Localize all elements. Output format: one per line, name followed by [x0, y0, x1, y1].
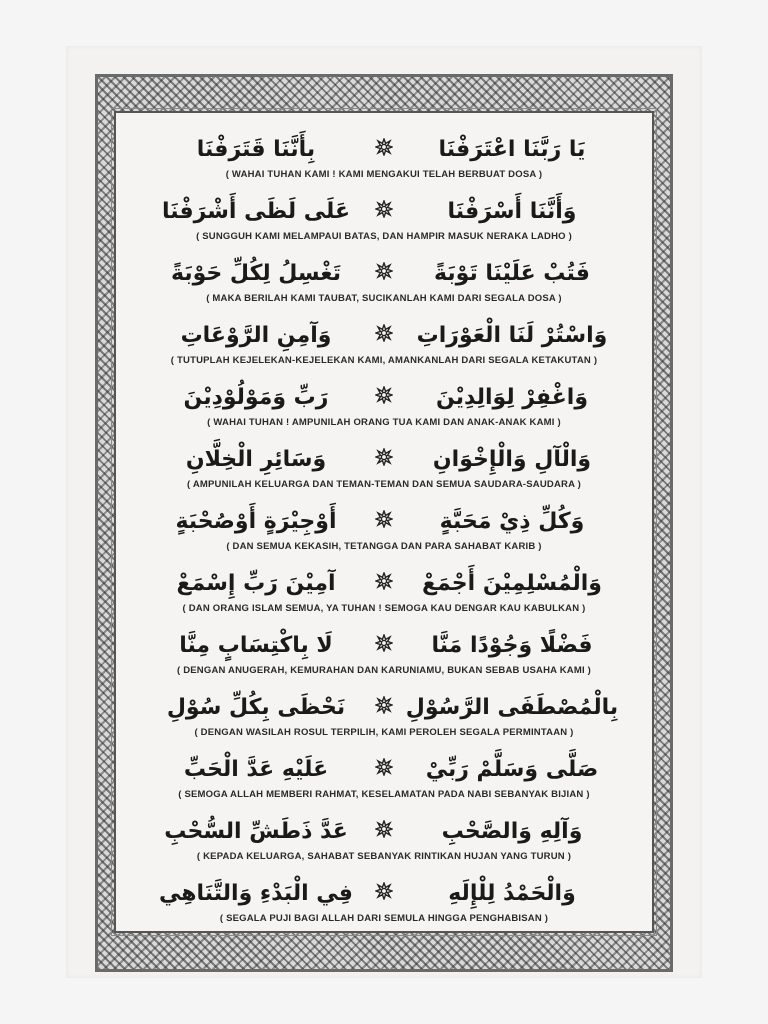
verse-arabic-line — [114, 565, 654, 601]
verse-first-hemistich: وَكُلِّ ذِيْ مَحَبَّةٍ — [439, 508, 585, 534]
verse-translation: ( SEMOGA ALLAH MEMBERI RAHMAT, KESELAMATAN PADA NABI SEBANYAK BIJIAN ) — [178, 789, 590, 800]
verse-translation: ( KEPADA KELUARGA, SAHABAT SEBANYAK RINTIKAN HUJAN YANG TURUN ) — [196, 851, 572, 862]
verse-arabic-line — [114, 813, 654, 849]
verse-translation: ( DAN ORANG ISLAM SEMUA, YA TUHAN ! SEMOGA KAU DENGAR KAU KABULKAN ) — [182, 603, 586, 614]
verse-first-hemistich: وَالْآلِ وَالْإِخْوَانِ — [432, 446, 592, 472]
verse-translation: ( WAHAI TUHAN KAMI ! KAMI MENGAKUI TELAH BERBUAT DOSA ) — [225, 169, 543, 180]
flower-separator-icon — [366, 138, 402, 161]
flower-separator-icon — [366, 634, 402, 657]
verse-arabic-line — [114, 875, 654, 911]
verse-arabic-line — [114, 193, 654, 229]
verse-translation: ( SUNGGUH KAMI MELAMPAUI BATAS, DAN HAMPIR MASUK NERAKA LADHO ) — [196, 231, 572, 242]
verse-translation: ( MAKA BERILAH KAMI TAUBAT, SUCIKANLAH KAMI DARI SEGALA DOSA ) — [206, 293, 562, 304]
verse-second-hemistich: نَحْظَى بِكُلِّ سُوْلِ — [166, 694, 346, 720]
verse-translation: ( DAN SEMUA KEKASIH, TETANGGA DAN PARA SAHABAT KARIB ) — [226, 541, 542, 552]
verse-second-hemistich: تَغْسِلُ لِكُلِّ حَوْبَةً — [171, 260, 341, 286]
verse-translation: ( TUTUPLAH KEJELEKAN-KEJELEKAN KAMI, AMANKANLAH DARI SEGALA KETAKUTAN ) — [170, 355, 598, 366]
flower-separator-icon — [366, 200, 402, 223]
flower-separator-icon — [366, 758, 402, 781]
flower-separator-icon — [366, 696, 402, 719]
verse-arabic-line — [114, 317, 654, 353]
flower-separator-icon — [366, 820, 402, 843]
verse-arabic-line — [114, 255, 654, 291]
verse-second-hemistich: أَوْجِيْرَةٍ أَوْصُحْبَةٍ — [175, 508, 337, 534]
verse-first-hemistich: وَالْحَمْدُ لِلْإِلَهِ — [448, 880, 576, 906]
verse-translation: ( DENGAN ANUGERAH, KEMURAHAN DAN KARUNIAMU, BUKAN SEBAB USAHA KAMI ) — [177, 665, 591, 676]
verse-first-hemistich: وَاغْفِرْ لِوَالِدِيْنَ — [435, 384, 589, 410]
flower-separator-icon — [366, 262, 402, 285]
flower-separator-icon — [366, 572, 402, 595]
flower-separator-icon — [366, 324, 402, 347]
verse-translation: ( AMPUNILAH KELUARGA DAN TEMAN-TEMAN DAN SEMUA SAUDARA-SAUDARA ) — [186, 479, 581, 490]
verse-first-hemistich: فَضْلًا وَجُوْدًا مَنَّا — [431, 632, 593, 658]
verse-arabic-line — [114, 503, 654, 539]
verse-first-hemistich: وَاسْتُرْ لَنَا الْعَوْرَاتِ — [416, 322, 608, 348]
verse-first-hemistich: يَا رَبَّنَا اعْتَرَفْنَا — [438, 136, 586, 162]
flower-separator-icon — [366, 448, 402, 471]
verse-second-hemistich: عَدَّ ذَطَشِّ السُّحْبِ — [164, 818, 348, 844]
verse-first-hemistich: بِالْمُصْطَفَى الرَّسُوْلِ — [405, 694, 619, 720]
verse-arabic-line — [114, 131, 654, 167]
verse-first-hemistich: وَالْمُسْلِمِيْنَ أَجْمَعْ — [422, 570, 602, 596]
verse-translation: ( SEGALA PUJI BAGI ALLAH DARI SEMULA HINGGA PENGHABISAN ) — [219, 913, 549, 924]
verse-second-hemistich: وَآمِنِ الرَّوْعَاتِ — [180, 322, 332, 348]
verse-first-hemistich: صَلَّى وَسَلَّمْ رَبِّيْ — [425, 756, 599, 782]
verse-list — [114, 113, 654, 931]
verse-second-hemistich: بِأَنَّنَا قَتَرَفْنَا — [196, 136, 316, 162]
verse-second-hemistich: رَبِّ وَمَوْلُوْدِيْنَ — [183, 384, 329, 410]
verse-second-hemistich: عَلَيْهِ عَدَّ الْحَبِّ — [183, 756, 329, 782]
verse-translation: ( DENGAN WASILAH ROSUL TERPILIH, KAMI PEROLEH SEGALA PERMINTAAN ) — [194, 727, 574, 738]
verse-arabic-line — [114, 379, 654, 415]
verse-arabic-line — [114, 441, 654, 477]
verse-second-hemistich: فِي الْبَدْءِ وَالتَّنَاهِي — [159, 880, 353, 906]
verse-second-hemistich: آمِيْنَ رَبِّ إِسْمَعْ — [176, 570, 336, 596]
verse-first-hemistich: وَآلِهِ وَالصَّحْبِ — [441, 818, 583, 844]
flower-separator-icon — [366, 882, 402, 905]
flower-separator-icon — [366, 510, 402, 533]
verse-second-hemistich: وَسَائِرِ الْخِلَّانِ — [185, 446, 327, 472]
verse-translation: ( WAHAI TUHAN ! AMPUNILAH ORANG TUA KAMI DAN ANAK-ANAK KAMI ) — [207, 417, 561, 428]
verse-arabic-line — [114, 689, 654, 725]
verse-second-hemistich: لَا بِاكْتِسَابٍ مِنَّا — [179, 632, 333, 658]
verse-first-hemistich: وَأَنَّنَا أَسْرَفْنَا — [447, 198, 577, 224]
flower-separator-icon — [366, 386, 402, 409]
verse-first-hemistich: فَتُبْ عَلَيْنَا تَوْبَةً — [434, 260, 590, 286]
verse-arabic-line — [114, 751, 654, 787]
verse-arabic-line — [114, 627, 654, 663]
verse-second-hemistich: عَلَى لَظَى أَشْرَفْنَا — [161, 198, 351, 224]
